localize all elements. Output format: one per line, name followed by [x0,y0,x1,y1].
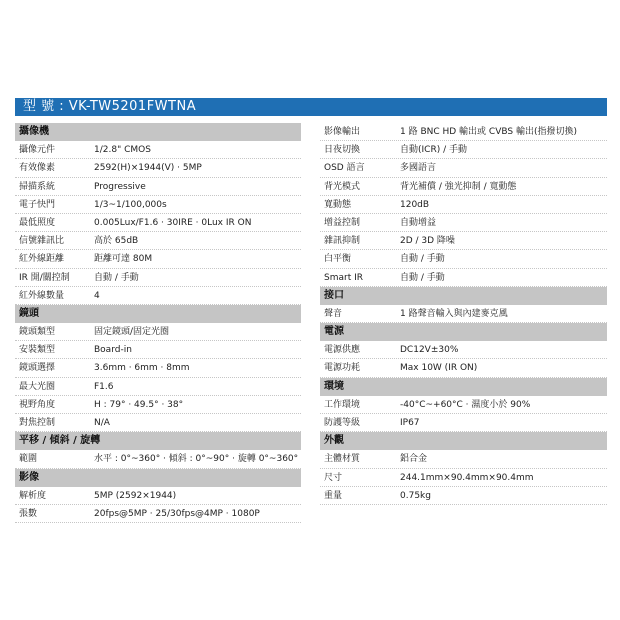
spec-label: 安裝類型 [19,345,56,356]
section-title: 影像 [19,471,39,483]
spec-value: Board-in [94,345,132,356]
spec-row [320,341,607,359]
spec-column-left [15,123,301,523]
spec-label: IR 開/關控制 [19,272,70,283]
spec-row [320,450,607,468]
spec-label: 電源供應 [324,345,361,356]
spec-row [320,487,607,505]
spec-label: 雜訊抑制 [324,236,361,247]
section-title: 外觀 [324,435,344,447]
spec-label: 信號雜訊比 [19,236,65,247]
spec-value: 距離可達 80M [94,254,153,265]
spec-row [15,378,301,396]
spec-label: OSD 語言 [324,163,365,174]
spec-value: 水平 : 0°~360° · 傾斜 : 0°~90° · 旋轉 0°~360° [94,454,299,465]
spec-label: 有效像素 [19,163,56,174]
section-header [320,287,607,305]
spec-row [15,287,301,305]
spec-label: 電子快門 [19,199,56,210]
section-header [15,469,301,487]
spec-row [320,269,607,287]
spec-row [320,414,607,432]
section-header [15,305,301,323]
spec-row [15,196,301,214]
spec-label: 解析度 [19,490,47,501]
spec-row [320,141,607,159]
section-title: 攝像機 [19,126,49,137]
spec-row [320,196,607,214]
spec-label: 視野角度 [19,399,56,410]
spec-value: Max 10W (IR ON) [400,363,478,374]
spec-label: 防護等級 [324,418,361,428]
spec-row [15,505,301,523]
section-title: 鏡頭 [19,307,39,319]
spec-value: 244.1mm×90.4mm×90.4mm [400,472,534,483]
spec-value: 120dB [400,199,430,210]
spec-value: Progressive [94,181,146,192]
section-header [320,323,607,341]
spec-row [15,341,301,359]
section-header [15,123,301,141]
spec-label: 鏡頭類型 [19,327,56,338]
spec-label: 寬動態 [324,199,352,210]
spec-row [15,250,301,268]
spec-row [15,232,301,250]
spec-row [15,269,301,287]
spec-row [320,250,607,268]
spec-label: 攝像元件 [19,145,56,156]
spec-row [15,214,301,232]
spec-value: N/A [94,418,110,428]
spec-row [15,323,301,341]
spec-row [320,178,607,196]
spec-label: 最大光圈 [19,381,56,392]
spec-label: 電源功耗 [324,363,361,374]
spec-value: 3.6mm · 6mm · 8mm [94,363,190,374]
spec-value: 2D / 3D 降噪 [400,236,455,247]
spec-value: 4 [94,290,100,301]
section-header [15,432,301,450]
spec-value: 自動 / 手動 [400,272,445,283]
model-title: 型 號 : VK-TW5201FWTNA [23,99,197,114]
spec-label: 掃描系統 [19,181,56,192]
spec-row [15,450,301,468]
spec-value: 0.75kg [400,490,431,501]
spec-label: 背光模式 [324,181,361,192]
spec-row [15,414,301,432]
spec-row [15,396,301,414]
spec-row [15,159,301,177]
spec-label: 紅外線距離 [19,254,65,265]
spec-value: 1 路聲音輸入與內建麥克風 [400,308,508,319]
spec-value: 自動增益 [400,217,437,228]
section-title: 環境 [324,380,344,392]
spec-value: F1.6 [94,381,114,392]
spec-label: 增益控制 [324,217,361,228]
spec-row [320,305,607,323]
spec-row [15,178,301,196]
spec-value: 0.005Lux/F1.6 · 30IRE · 0Lux IR ON [94,217,252,228]
section-header [320,432,607,450]
spec-label: 對焦控制 [19,418,56,428]
model-title-bar [15,98,607,116]
spec-value: 固定鏡頭/固定光圈 [94,327,170,338]
spec-value: 背光補償 / 強光抑制 / 寬動態 [400,181,517,192]
spec-column-right [320,123,607,505]
spec-row [320,232,607,250]
spec-row [320,359,607,377]
spec-value: 5MP (2592×1944) [94,490,177,501]
spec-row [320,214,607,232]
section-header [320,378,607,396]
spec-value: DC12V±30% [400,345,459,356]
section-title: 平移 / 傾斜 / 旋轉 [19,435,101,447]
spec-value: 20fps@5MP · 25/30fps@4MP · 1080P [94,508,260,519]
spec-value: 自動 / 手動 [94,272,139,283]
spec-value: 1 路 BNC HD 輸出或 CVBS 輸出(指撥切換) [400,127,577,137]
spec-label: 最低照度 [19,217,56,228]
spec-label: 日夜切換 [324,145,361,156]
spec-value: -40°C~+60°C · 濕度小於 90% [400,399,531,410]
spec-row [320,396,607,414]
spec-row [320,159,607,177]
spec-row [15,359,301,377]
spec-label: 工作環境 [324,399,361,410]
spec-label: 紅外線數量 [19,290,65,301]
spec-label: 聲音 [324,308,343,319]
spec-value: H : 79° · 49.5° · 38° [94,399,184,410]
spec-row [15,141,301,159]
spec-value: 1/2.8" CMOS [94,145,151,156]
spec-label: 主體材質 [324,454,361,465]
spec-label: 影像輸出 [324,127,361,137]
spec-value: 自動 / 手動 [400,254,445,265]
spec-label: 鏡頭選擇 [19,363,56,374]
section-title: 接口 [324,289,344,301]
spec-label: 白平衡 [324,254,352,265]
spec-value: 2592(H)×1944(V) · 5MP [94,163,202,174]
spec-label: 重量 [324,490,343,501]
spec-value: IP67 [400,418,420,428]
spec-label: Smart IR [324,272,363,283]
spec-label: 尺寸 [324,472,343,483]
spec-row [320,469,607,487]
spec-value: 高於 65dB [94,236,139,247]
spec-value: 自動(ICR) / 手動 [400,145,467,156]
spec-row [320,123,607,141]
spec-row [15,487,301,505]
spec-label: 張數 [19,508,38,519]
spec-value: 多國語言 [400,163,437,174]
spec-value: 鋁合金 [400,454,428,465]
spec-label: 範圍 [19,454,38,465]
section-title: 電源 [324,326,344,338]
spec-value: 1/3~1/100,000s [94,199,167,210]
